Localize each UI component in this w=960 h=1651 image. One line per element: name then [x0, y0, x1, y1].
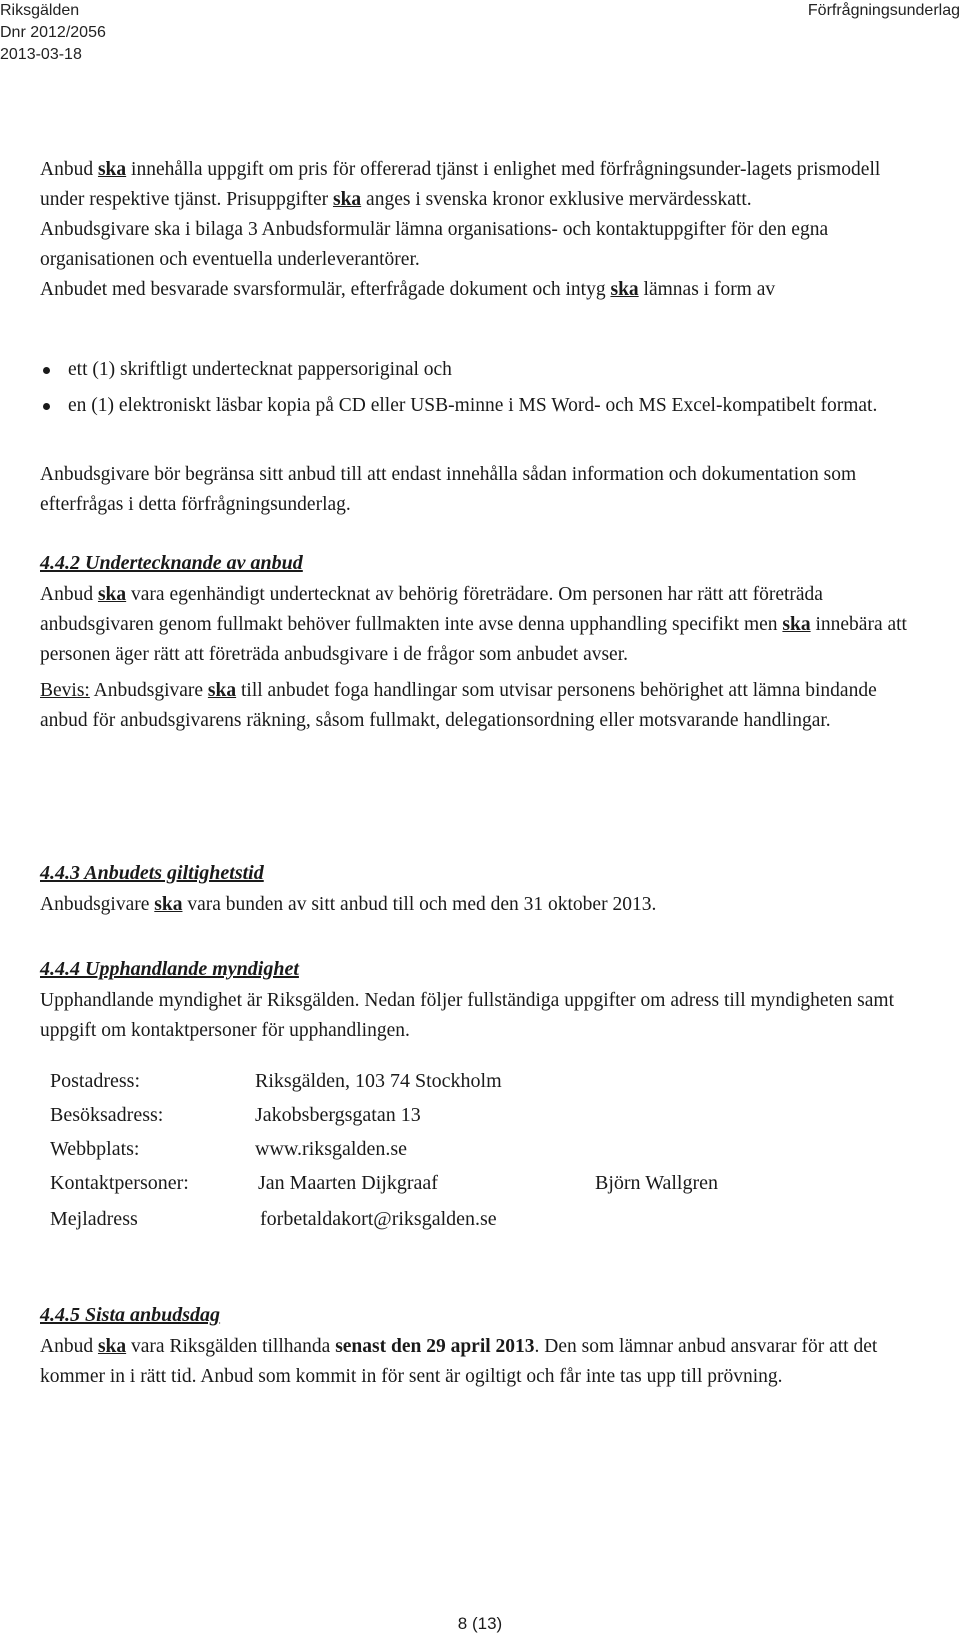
text: Anbudet med besvarade svarsformulär, efterfrågade dokument och intyg — [40, 279, 611, 300]
paragraph — [40, 580, 920, 670]
contact-value: Jakobsbergsgatan 13 — [255, 1104, 421, 1126]
emphasis-ska: ska — [97, 159, 127, 180]
paragraph: Upphandlande myndighet är Riksgälden. Nedan följer fullständiga uppgifter om adress till myndigheten samt uppgift om kontaktpersoner för upphandlingen. — [40, 990, 895, 1041]
emphasis-ska: ska — [97, 1336, 127, 1357]
emphasis-ska: ska — [782, 614, 811, 635]
bullet-icon — [43, 403, 50, 410]
section-heading: 4.4.3 Anbudets giltighetstid — [40, 862, 264, 884]
contact-label: Webbplats: — [50, 1138, 140, 1160]
list-item — [40, 391, 920, 421]
text: vara bunden av sitt anbud till och med den 31 oktober 2013. — [182, 894, 657, 915]
page-header-right — [808, 0, 960, 22]
list-item — [40, 355, 920, 385]
emphasis-ska: ska — [332, 189, 362, 210]
section-4-4-2 — [40, 548, 920, 736]
contact-label: Besöksadress: — [50, 1104, 164, 1126]
section-heading: 4.4.2 Undertecknande av anbud — [40, 552, 303, 574]
text: Anbud — [40, 584, 98, 605]
bullet-icon — [43, 367, 50, 374]
text: lämnas i form av — [638, 279, 776, 300]
emphasis-ska: ska — [610, 279, 639, 300]
text: innehålla uppgift om pris för offererad tjänst i enlighet med förfrågningsunder-lagets prismodell under respektive tjänst. Prisuppgifter — [40, 159, 881, 210]
header-doc-type: Förfrågningsunderlag — [807, 2, 960, 19]
section-heading: 4.4.5 Sista anbudsdag — [40, 1304, 221, 1326]
email-link[interactable]: forbetaldakort@riksgalden.se — [260, 1208, 497, 1230]
intro-paragraph-price — [40, 155, 920, 215]
list-item-text: ett (1) skriftligt undertecknat pappersoriginal och — [68, 359, 452, 380]
header-org: Riksgälden — [0, 2, 80, 19]
bullet-list — [40, 355, 920, 421]
text: vara Riksgälden tillhanda — [126, 1336, 336, 1357]
emphasis-ska: ska — [207, 680, 237, 701]
text: till anbudet foga handlingar som utvisar personens behörighet att lämna bindande anbud för anbudsgivarens räkning, såsom fullmakt, delegationsordning eller motsvarande handlingar. — [40, 680, 877, 731]
bevis-label: Bevis: — [40, 680, 90, 701]
contact-value: Riksgälden, 103 74 Stockholm — [255, 1070, 502, 1092]
contact-label: Postadress: — [50, 1070, 140, 1092]
contact-label: Mejladress — [50, 1208, 138, 1230]
header-date: 2013-03-18 — [0, 46, 82, 63]
text: Anbudsgivare — [40, 894, 155, 915]
contact-person: Jan Maarten Dijkgraaf — [258, 1172, 438, 1194]
page-number: 8 (13) — [457, 1614, 503, 1633]
section-4-4-4 — [40, 954, 920, 1046]
intro-paragraph-form — [40, 275, 920, 305]
text: innebära att personen äger rätt att företräda anbudsgivare i de frågor som anbudet avser. — [40, 614, 907, 665]
section-4-4-5 — [40, 1300, 920, 1392]
paragraph — [40, 1332, 920, 1392]
intro-paragraph-org: Anbudsgivare ska i bilaga 3 Anbudsformulär lämna organisations- och kontaktuppgifter för den egna organisationen och eventuella underleverantörer. — [40, 219, 829, 270]
text: anges i svenska kronor exklusive mervärdesskatt. — [361, 189, 752, 210]
emphasis-ska: ska — [154, 894, 183, 915]
section-heading: 4.4.4 Upphandlande myndighet — [40, 958, 299, 980]
paragraph: Anbudsgivare bör begränsa sitt anbud till att endast innehålla sådan information och dokumentation som efterfrågas i detta förfrågningsunderlag. — [40, 464, 857, 515]
text: Anbudsgivare — [89, 680, 208, 701]
deadline-text: senast den 29 april 2013 — [335, 1336, 535, 1357]
emphasis-ska: ska — [97, 584, 127, 605]
contact-label: Kontaktpersoner: — [50, 1172, 189, 1194]
header-dnr: Dnr 2012/2056 — [0, 24, 106, 41]
text: Anbud — [40, 159, 98, 180]
intro-paragraph-limit — [40, 460, 920, 520]
intro-section — [40, 155, 920, 305]
text: Anbud — [40, 1336, 98, 1357]
page-header-left — [0, 0, 106, 66]
paragraph-bevis — [40, 676, 920, 736]
website-link[interactable]: www.riksgalden.se — [255, 1138, 408, 1160]
text: . Den som lämnar anbud ansvarar för att det kommer in i rätt tid. Anbud som kommit in för sent är ogiltigt och får inte tas upp till prövning. — [40, 1336, 878, 1387]
section-4-4-3 — [40, 858, 920, 920]
list-item-text: en (1) elektroniskt läsbar kopia på CD eller USB-minne i MS Word- och MS Excel-kompatibelt format. — [68, 395, 878, 416]
text: vara egenhändigt undertecknat av behörig företrädare. Om personen har rätt att företräda anbudsgivaren genom fullmakt behöver fullmakten inte avse denna upphandling specifikt men — [40, 584, 823, 635]
paragraph — [40, 890, 920, 920]
contact-person: Björn Wallgren — [595, 1172, 718, 1194]
